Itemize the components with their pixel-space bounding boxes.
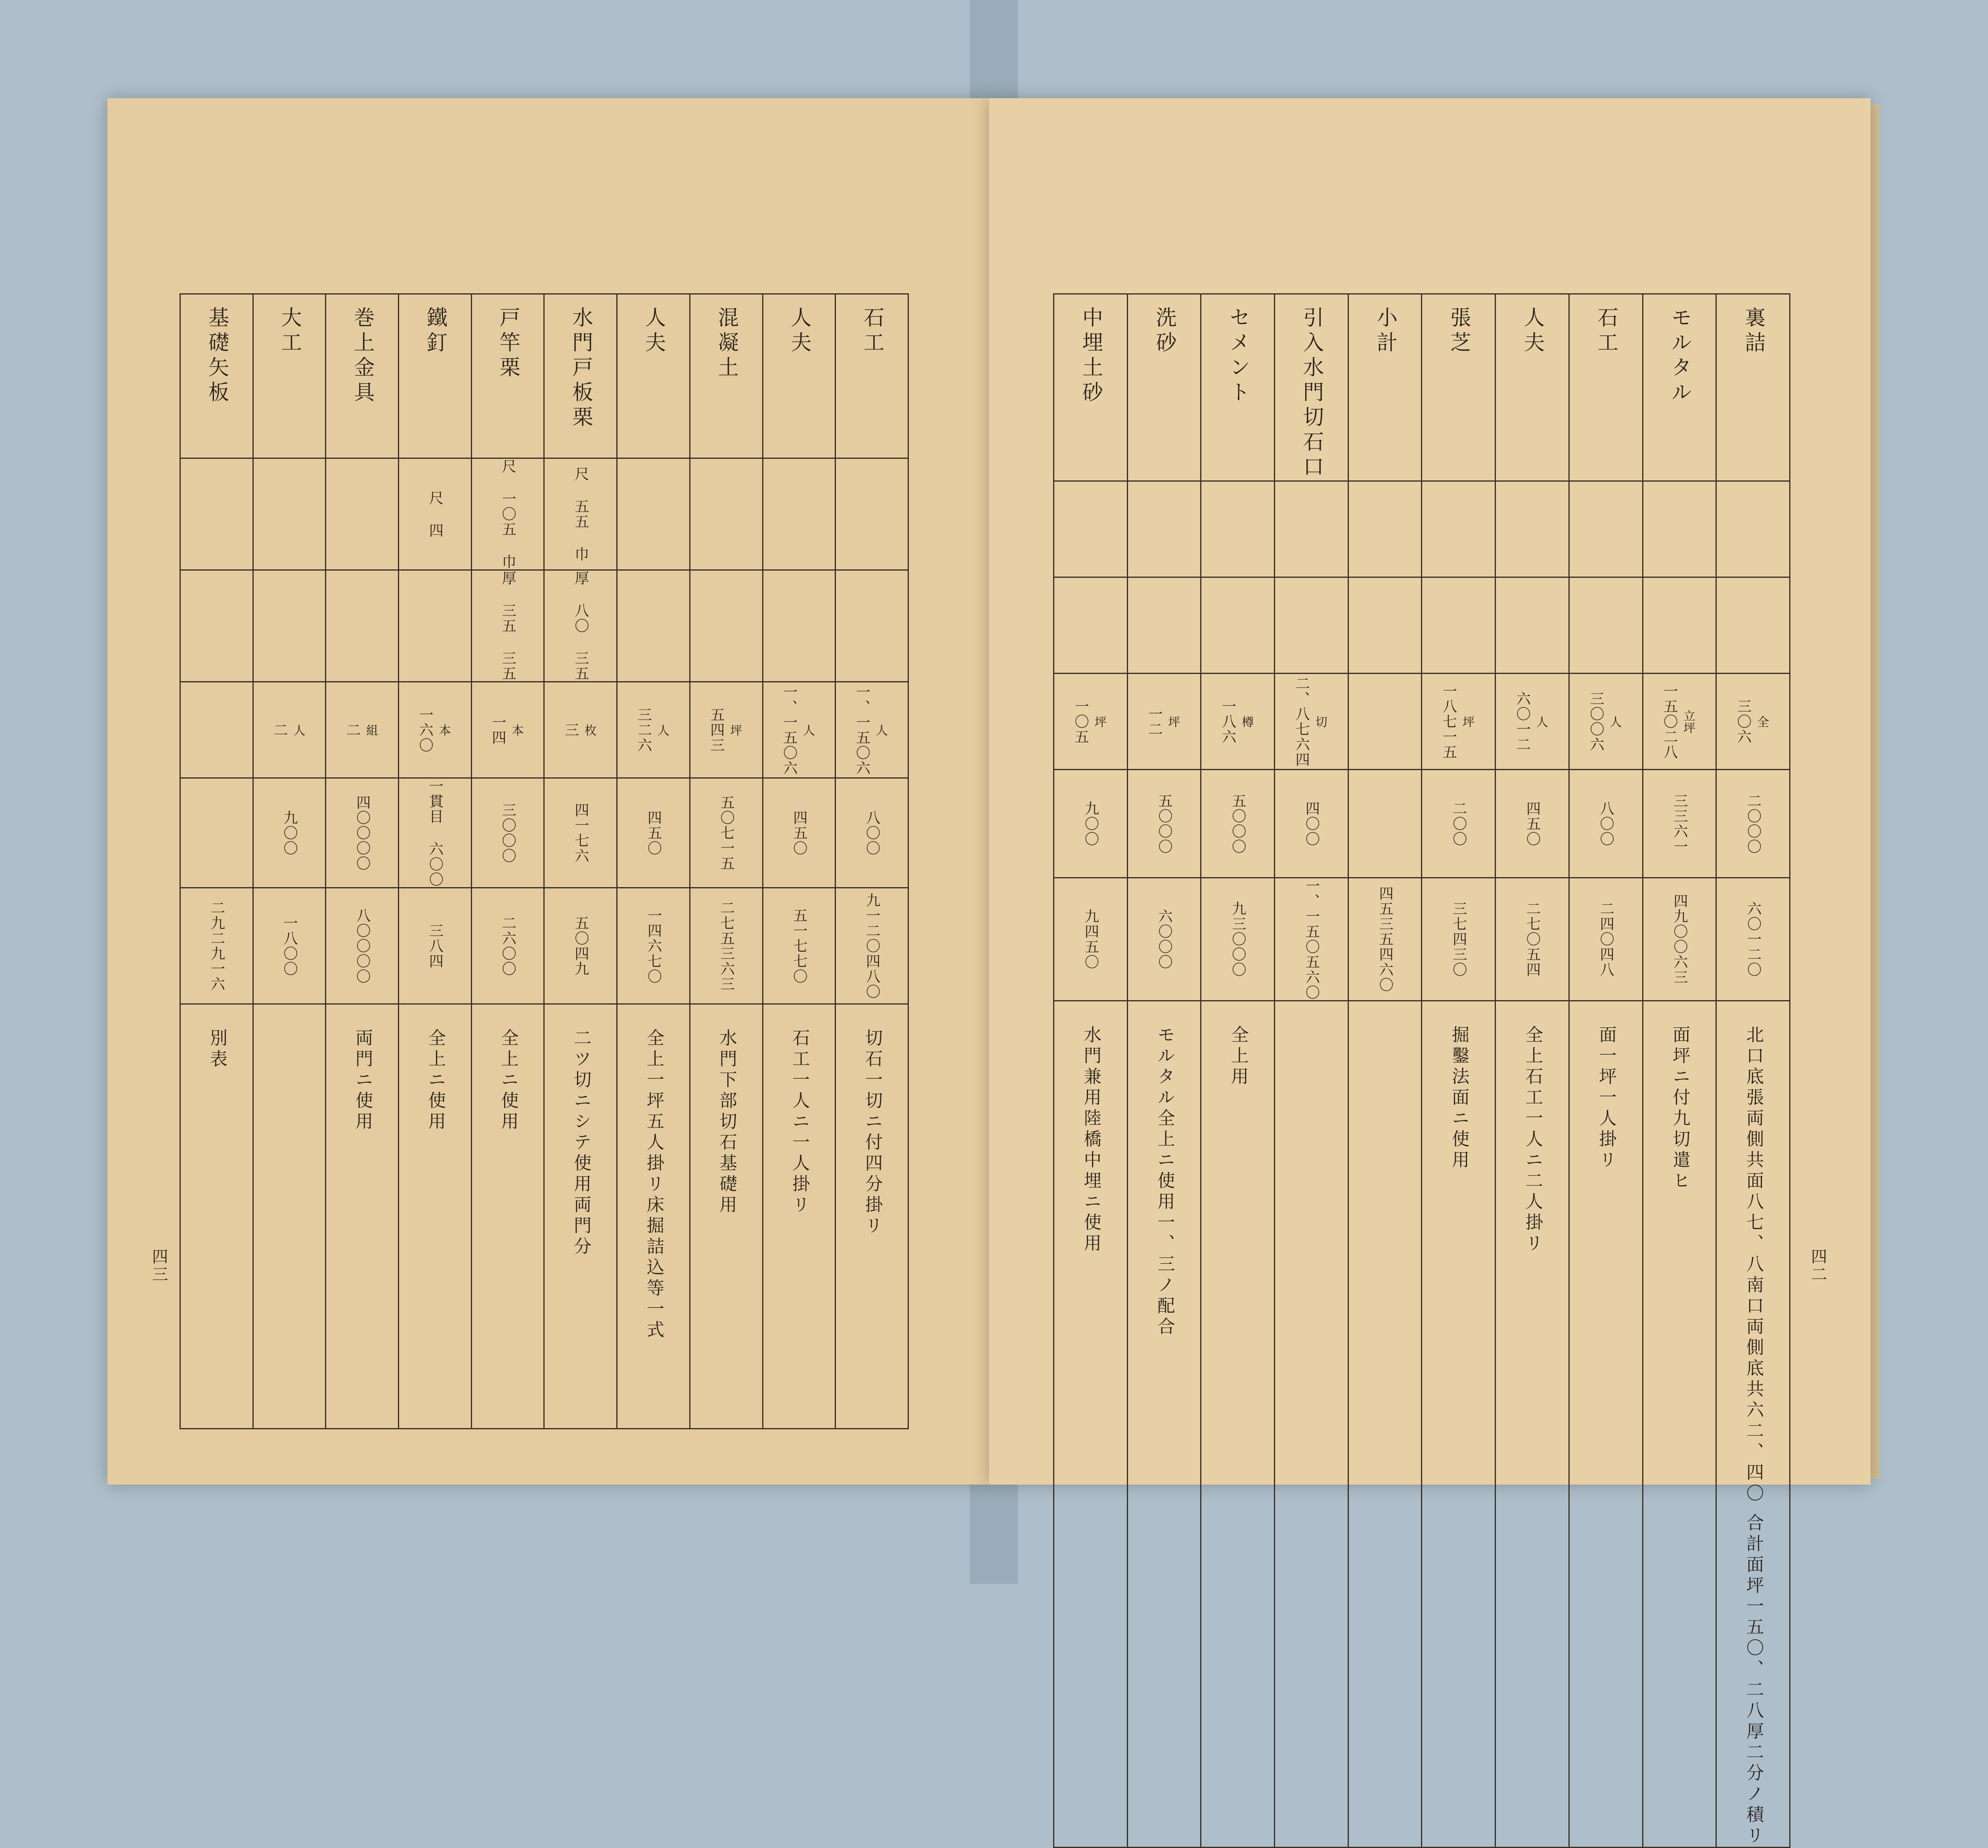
quantity: 六〇一二 <box>1514 691 1531 752</box>
quantity: 一四 <box>490 714 507 745</box>
item-name: 中埋土砂 <box>1078 307 1103 406</box>
right-ledger-table <box>1053 293 1790 1848</box>
cell-blank <box>1348 577 1422 674</box>
cell-unit-price <box>1201 770 1275 878</box>
cell-item-name <box>544 294 617 458</box>
cell-remark <box>1496 1001 1569 1848</box>
amount: 八〇〇〇〇 <box>354 908 371 984</box>
item-name: 石工 <box>860 307 884 356</box>
unit-price: 九〇〇 <box>1082 801 1099 847</box>
cell-unit-price <box>1054 770 1128 878</box>
item-name: セメント <box>1225 307 1250 406</box>
unit-price: 九〇〇 <box>281 810 298 856</box>
cell-remark <box>1422 1001 1496 1848</box>
quantity: 一五〇二八 <box>1661 683 1678 760</box>
cell-quantity <box>1275 674 1348 770</box>
cell-unit-price <box>836 778 908 888</box>
cell-remark <box>1348 1001 1422 1848</box>
cell-item-name <box>1643 294 1716 481</box>
cell-dimension-thickness <box>836 570 908 682</box>
unit-price: 四〇〇〇〇 <box>354 795 371 871</box>
amount: 一八〇〇 <box>281 915 298 976</box>
unit-label: 坪 <box>1166 715 1180 728</box>
cell-item-name <box>326 294 399 458</box>
unit-label: 本 <box>436 724 451 736</box>
unit-price: 四五〇 <box>1524 801 1541 847</box>
remark: 切石一切ニ付四分掛リ <box>862 1029 882 1237</box>
amount: 一四六七〇 <box>645 908 662 984</box>
cell-item-name <box>1054 294 1128 481</box>
cell-remark <box>763 1004 836 1429</box>
cell-dimension-thickness <box>763 570 836 682</box>
remark: 全上ニ使用 <box>498 1029 519 1133</box>
amount: 五一七七〇 <box>791 908 807 984</box>
page-number: 四三 <box>149 1248 168 1283</box>
remark: 掘鑿法面ニ使用 <box>1449 1025 1469 1171</box>
cell-remark <box>399 1004 472 1429</box>
cell-remark <box>1716 1001 1790 1848</box>
cell-item-name <box>690 294 763 458</box>
cell-amount <box>1496 878 1569 1001</box>
dimension-thickness: 厚 三五 三五 <box>500 571 517 681</box>
amount: 一、一五〇五六〇 <box>1303 878 1320 1000</box>
cell-dimension-width <box>617 458 690 570</box>
cell-amount <box>1054 878 1128 1001</box>
cell-item-name <box>1127 294 1201 481</box>
cell-amount <box>1275 878 1348 1001</box>
cell-blank <box>1127 577 1201 674</box>
unit-label: 切 <box>1313 715 1327 728</box>
cell-blank <box>1054 481 1128 577</box>
unit-label: 立坪 <box>1681 709 1695 734</box>
quantity: 三〇〇六 <box>1588 691 1605 752</box>
unit-price: 五〇〇〇 <box>1156 793 1173 854</box>
cell-item-name <box>617 294 690 458</box>
cell-dimension-thickness <box>690 570 763 682</box>
cell-blank <box>1348 481 1422 577</box>
quantity: 二 <box>271 722 288 738</box>
amount: 二九二九一六 <box>208 900 225 992</box>
unit-price: 五〇〇〇 <box>1229 793 1246 854</box>
unit-price: 二〇〇〇 <box>1745 793 1762 854</box>
left-page <box>107 98 989 1485</box>
remark: 水門下部切石基礎用 <box>716 1029 737 1216</box>
cell-item-name <box>1348 294 1422 481</box>
cell-amount <box>1348 878 1422 1001</box>
unit-label: 樽 <box>1239 715 1253 728</box>
unit-price: 四一七六 <box>572 802 589 863</box>
item-name: 小計 <box>1373 307 1397 356</box>
cell-blank <box>1127 481 1201 577</box>
remark: 全上用 <box>1228 1025 1249 1088</box>
cell-remark <box>326 1004 399 1429</box>
amount: 二七五三六三 <box>718 900 735 992</box>
cell-amount <box>617 888 690 1004</box>
cell-dimension-width <box>836 458 908 570</box>
cell-item-name <box>471 294 544 458</box>
page-number: 四二 <box>1808 1248 1827 1283</box>
cell-unit-price <box>1348 770 1422 878</box>
cell-unit-price <box>1569 770 1643 878</box>
amount: 二六〇〇 <box>500 915 517 976</box>
cell-remark <box>180 1004 253 1429</box>
cell-amount <box>690 888 763 1004</box>
cell-quantity <box>617 682 690 778</box>
item-name: 基礎矢板 <box>204 307 229 406</box>
item-name: 水門戸板栗 <box>568 307 593 431</box>
cell-unit-price <box>1127 770 1201 878</box>
cell-item-name <box>1422 294 1496 481</box>
cell-remark <box>1569 1001 1643 1848</box>
quantity: 五四三 <box>708 707 725 753</box>
cell-quantity <box>1054 674 1128 770</box>
cell-blank <box>1422 481 1496 577</box>
cell-dimension-width <box>544 458 617 570</box>
unit-price: 三三六一 <box>1671 793 1688 854</box>
item-name: 人夫 <box>641 307 666 356</box>
cell-amount <box>253 888 326 1004</box>
cell-unit-price <box>617 778 690 888</box>
quantity: 一〇五 <box>1072 698 1089 744</box>
unit-label: 坪 <box>728 724 742 736</box>
right-page <box>989 98 1871 1847</box>
cell-dimension-thickness <box>399 570 472 682</box>
cell-blank <box>1275 577 1348 674</box>
item-name: 裏詰 <box>1741 307 1765 356</box>
remark: 北口底張両側共面八七、八南口両側底共六二、四〇 合計面坪一五〇、二八厚二分ノ積リ <box>1743 1025 1764 1847</box>
cell-amount <box>1643 878 1716 1001</box>
cell-item-name <box>253 294 326 458</box>
cell-blank <box>1569 577 1643 674</box>
quantity: 三〇六 <box>1735 698 1752 744</box>
cell-quantity <box>1716 674 1790 770</box>
item-name: 戸竿栗 <box>496 307 520 381</box>
cell-unit-price <box>1422 770 1496 878</box>
cell-amount <box>1569 878 1643 1001</box>
unit-price: 一貫目 六〇〇 <box>427 779 444 887</box>
cell-remark <box>1643 1001 1716 1848</box>
cell-unit-price <box>326 778 399 888</box>
amount: 六〇一二〇 <box>1745 901 1762 977</box>
cell-item-name <box>1569 294 1643 481</box>
quantity: 一八七一五 <box>1440 683 1457 760</box>
cell-quantity <box>1643 674 1716 770</box>
cell-item-name <box>836 294 908 458</box>
remark: 全上ニ使用 <box>425 1029 446 1133</box>
cell-quantity <box>1496 674 1569 770</box>
cell-quantity <box>399 682 472 778</box>
cell-item-name <box>763 294 836 458</box>
remark: モルタル全上ニ使用一、三ノ配合 <box>1154 1025 1175 1338</box>
dimension-width: 尺 一〇五 巾 <box>500 459 517 569</box>
cell-remark <box>1127 1001 1201 1848</box>
unit-label: 坪 <box>1092 715 1106 728</box>
cell-amount <box>544 888 617 1004</box>
remark: 全上石工一人ニ二人掛リ <box>1522 1025 1543 1255</box>
quantity: 一六〇 <box>417 707 434 753</box>
cell-dimension-width <box>399 458 472 570</box>
cell-amount <box>1201 878 1275 1001</box>
cell-dimension-width <box>253 458 326 570</box>
cell-amount <box>1716 878 1790 1001</box>
cell-amount <box>326 888 399 1004</box>
cell-dimension-width <box>471 458 544 570</box>
cell-blank <box>1054 577 1128 674</box>
unit-price: 三〇〇〇 <box>500 802 517 863</box>
cell-dimension-thickness <box>180 570 253 682</box>
cell-blank <box>1496 577 1569 674</box>
item-name: 混凝土 <box>714 307 739 381</box>
unit-price: 二〇〇 <box>1450 801 1467 847</box>
cell-remark <box>544 1004 617 1429</box>
amount: 三七四三〇 <box>1450 901 1467 977</box>
unit-label: 人 <box>800 724 815 736</box>
remark: 水門兼用陸橋中埋ニ使用 <box>1080 1025 1101 1255</box>
cell-item-name <box>1716 294 1790 481</box>
left-ledger-table <box>180 293 909 1429</box>
dimension-width: 尺 五五 巾 <box>572 466 589 562</box>
amount: 五〇四九 <box>572 915 589 976</box>
cell-amount <box>180 888 253 1004</box>
cell-quantity <box>836 682 908 778</box>
quantity: 二、八七六四 <box>1293 676 1310 767</box>
quantity: 三 <box>562 722 579 738</box>
cell-blank <box>1201 577 1275 674</box>
cell-blank <box>1201 481 1275 577</box>
item-name: 人夫 <box>787 307 811 356</box>
amount: 二七〇五四 <box>1524 901 1541 977</box>
cell-unit-price <box>1643 770 1716 878</box>
amount: 三八四 <box>427 923 444 969</box>
cell-dimension-thickness <box>544 570 617 682</box>
cell-quantity <box>1201 674 1275 770</box>
cell-dimension-width <box>763 458 836 570</box>
cell-unit-price <box>180 778 253 888</box>
unit-label: 人 <box>291 724 305 736</box>
cell-quantity <box>1569 674 1643 770</box>
unit-label: 全 <box>1754 715 1769 728</box>
amount: 二四〇四八 <box>1598 901 1615 977</box>
item-name: 人夫 <box>1520 307 1544 356</box>
unit-label: 組 <box>363 724 378 736</box>
cell-remark <box>836 1004 908 1429</box>
amount: 九四五〇 <box>1082 909 1099 970</box>
cell-dimension-thickness <box>253 570 326 682</box>
cell-item-name <box>399 294 472 458</box>
quantity: 一二 <box>1146 706 1163 737</box>
cell-remark <box>253 1004 326 1429</box>
cell-amount <box>399 888 472 1004</box>
cell-quantity <box>544 682 617 778</box>
remark: 面一坪一人掛リ <box>1596 1025 1617 1171</box>
unit-price: 五〇七一五 <box>718 795 735 871</box>
cell-amount <box>763 888 836 1004</box>
cell-dimension-thickness <box>617 570 690 682</box>
item-name: 引入水門切石口 <box>1299 307 1324 480</box>
unit-label: 人 <box>873 724 888 736</box>
remark: 全上一坪五人掛リ床掘詰込等一式 <box>643 1029 664 1341</box>
cell-dimension-thickness <box>326 570 399 682</box>
cell-unit-price <box>763 778 836 888</box>
cell-unit-price <box>399 778 472 888</box>
cell-remark <box>1201 1001 1275 1848</box>
cell-dimension-width <box>326 458 399 570</box>
item-name: 張芝 <box>1446 307 1471 356</box>
cell-unit-price <box>1496 770 1569 878</box>
cell-dimension-thickness <box>471 570 544 682</box>
cell-unit-price <box>1716 770 1790 878</box>
quantity: 二 <box>344 722 361 738</box>
remark: 面坪ニ付九切遣ヒ <box>1669 1025 1690 1192</box>
cell-remark <box>617 1004 690 1429</box>
cell-unit-price <box>544 778 617 888</box>
item-name: 洗砂 <box>1152 307 1177 356</box>
cell-blank <box>1569 481 1643 577</box>
cell-blank <box>1496 481 1569 577</box>
cell-item-name <box>180 294 253 458</box>
unit-label: 人 <box>1534 715 1548 728</box>
cell-remark <box>471 1004 544 1429</box>
cell-unit-price <box>1275 770 1348 878</box>
cell-blank <box>1716 577 1790 674</box>
cell-item-name <box>1275 294 1348 481</box>
unit-price: 四〇〇 <box>1303 801 1320 847</box>
cell-blank <box>1643 577 1716 674</box>
amount: 六〇〇〇 <box>1156 909 1173 970</box>
cell-dimension-width <box>690 458 763 570</box>
remark: 石工一人ニ一人掛リ <box>789 1029 810 1216</box>
cell-unit-price <box>471 778 544 888</box>
cell-remark <box>1275 1001 1348 1848</box>
unit-label: 坪 <box>1460 715 1474 728</box>
cell-blank <box>1275 481 1348 577</box>
amount: 四五三五四六〇 <box>1377 886 1394 993</box>
cell-amount <box>1422 878 1496 1001</box>
cell-quantity <box>326 682 399 778</box>
item-name: 鐵釘 <box>423 307 447 356</box>
cell-item-name <box>1201 294 1275 481</box>
remark: 両門ニ使用 <box>352 1029 373 1133</box>
quantity: 一、一五〇六 <box>781 684 797 776</box>
unit-price: 四五〇 <box>645 810 662 856</box>
cell-quantity <box>763 682 836 778</box>
cell-quantity <box>253 682 326 778</box>
item-name: 大工 <box>277 307 302 356</box>
cell-unit-price <box>253 778 326 888</box>
cell-amount <box>471 888 544 1004</box>
cell-dimension-width <box>180 458 253 570</box>
unit-label: 本 <box>509 724 524 736</box>
unit-price: 八〇〇 <box>864 810 880 856</box>
cell-quantity <box>1348 674 1422 770</box>
quantity: 一、一五〇六 <box>854 684 870 776</box>
item-name: 石工 <box>1594 307 1618 356</box>
cell-remark <box>1054 1001 1128 1848</box>
dimension-width: 尺 四 <box>427 490 444 538</box>
amount: 九一二〇四八〇 <box>864 892 880 999</box>
cell-amount <box>836 888 908 1004</box>
unit-price: 八〇〇 <box>1598 801 1615 847</box>
cell-quantity <box>1422 674 1496 770</box>
cell-blank <box>1422 577 1496 674</box>
cell-item-name <box>1496 294 1569 481</box>
amount: 九三〇〇〇 <box>1229 901 1246 977</box>
cell-remark <box>690 1004 763 1429</box>
dimension-thickness: 厚 八〇 三五 <box>572 571 589 681</box>
item-name: モルタル <box>1667 307 1691 406</box>
cell-blank <box>1643 481 1716 577</box>
unit-label: 人 <box>1607 715 1622 728</box>
cell-unit-price <box>690 778 763 888</box>
unit-label: 枚 <box>582 724 596 736</box>
cell-quantity <box>471 682 544 778</box>
cell-quantity <box>1127 674 1201 770</box>
unit-label: 人 <box>655 724 669 736</box>
remark: 二ツ切ニシテ使用両門分 <box>571 1029 591 1258</box>
remark: 別表 <box>206 1029 227 1070</box>
item-name: 巻上金具 <box>350 307 374 406</box>
quantity: 一八六 <box>1219 698 1236 744</box>
cell-quantity <box>180 682 253 778</box>
cell-blank <box>1716 481 1790 577</box>
unit-price: 四五〇 <box>791 810 807 856</box>
cell-quantity <box>690 682 763 778</box>
cell-amount <box>1127 878 1201 1001</box>
quantity: 三二六 <box>635 707 652 753</box>
amount: 四九〇〇六三 <box>1671 894 1688 985</box>
